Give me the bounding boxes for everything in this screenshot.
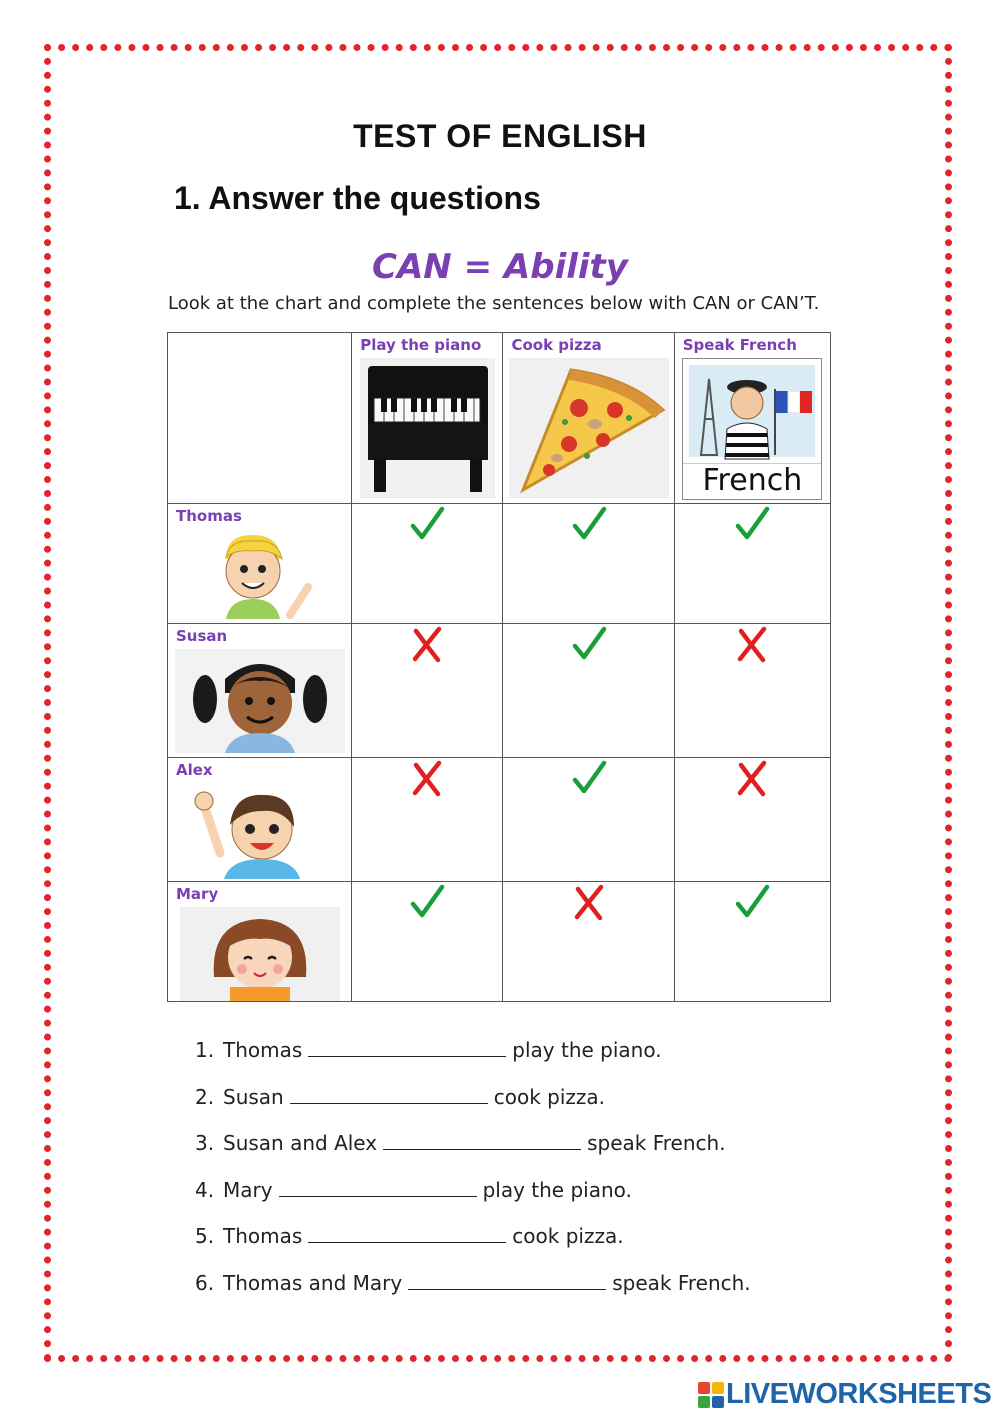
row-name: Alex [176,761,213,779]
sentence-subject: Thomas and Mary [223,1270,403,1295]
sentence-number: 6. [195,1270,215,1295]
section-heading: 1. Answer the questions [174,180,541,216]
mark-cell [503,758,674,882]
sentence-number: 5. [195,1224,215,1248]
chart-row [168,624,831,758]
ability-mark [675,624,830,664]
sentence-item [195,1271,751,1318]
sentence-item [195,1038,751,1085]
sentence-item [195,1178,751,1225]
row-name: Susan [176,627,228,645]
column-label: Play the piano [360,336,482,354]
mark-cell [352,882,503,1002]
check-icon [569,758,609,798]
cross-icon [569,882,609,922]
column-header-piano [352,333,503,504]
answer-blank[interactable] [408,1271,606,1290]
sentence-subject: Thomas [223,1038,303,1062]
sentence-number: 4. [195,1177,215,1202]
alex-avatar [190,783,330,879]
cross-icon [732,758,772,798]
mark-cell [503,624,674,758]
mark-cell [352,624,503,758]
pizza-icon [509,358,669,498]
mary-avatar [180,907,340,1001]
ability-mark [503,504,673,544]
column-header-french [674,333,830,504]
answer-blank[interactable] [279,1178,477,1197]
ability-mark [352,504,502,544]
column-label: Speak French [682,336,797,354]
answer-blank[interactable] [308,1224,506,1243]
chart-row [168,882,831,1002]
ability-mark [352,882,502,922]
mark-cell [503,504,674,624]
sentence-ending: play the piano. [512,1038,662,1062]
row-header [168,624,352,758]
chart-corner-cell [168,333,352,504]
sentence-subject: Mary [223,1177,273,1202]
row-header [168,758,352,882]
sentence-number: 1. [195,1038,215,1062]
chart-header-row [168,333,831,504]
ability-mark [503,758,673,798]
ability-mark [503,882,673,922]
french-caption: French [683,463,821,498]
cross-icon [407,624,447,664]
ability-chart [167,332,831,1002]
mark-cell [674,504,830,624]
check-icon [407,882,447,922]
sentence-item [195,1131,751,1178]
answer-blank[interactable] [290,1085,488,1104]
mark-cell [352,758,503,882]
chart-row [168,758,831,882]
check-icon [732,504,772,544]
sentence-ending: cook pizza. [493,1084,606,1109]
sentence-subject: Susan and Alex [223,1131,378,1155]
column-label: Cook pizza [511,336,602,354]
mark-cell [674,624,830,758]
liveworksheets-brand[interactable] [698,1378,991,1411]
sentence-item [195,1224,751,1271]
sentence-ending: cook pizza. [512,1224,624,1248]
mark-cell [352,504,503,624]
row-header [168,882,352,1002]
ability-mark [352,758,502,798]
ability-mark [352,624,502,664]
cross-icon [732,624,772,664]
ability-mark [675,758,830,798]
page-title: TEST OF ENGLISH [353,118,647,154]
answer-blank[interactable] [308,1038,506,1057]
sentence-ending: speak French. [612,1270,751,1295]
check-icon [407,504,447,544]
sentence-subject: Susan [223,1084,284,1109]
thomas-avatar [190,529,330,619]
ability-mark [503,624,673,664]
instructions: Look at the chart and complete the sentences below with CAN or CAN’T. [168,293,820,314]
liveworksheets-logo-icon [698,1382,724,1408]
sentence-list [195,1038,751,1317]
susan-avatar [175,649,345,753]
column-header-pizza [503,333,674,504]
ability-mark [675,882,830,922]
sentence-item [195,1085,751,1132]
answer-blank[interactable] [383,1131,581,1150]
sentence-subject: Thomas [223,1224,303,1248]
sentence-ending: speak French. [587,1131,726,1155]
check-icon [569,504,609,544]
french-mime-icon [683,359,821,463]
sentence-number: 2. [195,1084,215,1109]
chart-row [168,504,831,624]
sentence-ending: play the piano. [482,1177,632,1202]
piano-icon [360,358,495,498]
ability-mark [675,504,830,544]
row-header [168,504,352,624]
cross-icon [407,758,447,798]
brand-name: LIVEWORKSHEETS [726,1378,992,1410]
row-name: Thomas [176,507,242,525]
check-icon [569,624,609,664]
subtitle: CAN = Ability [372,247,628,287]
check-icon [732,882,772,922]
mark-cell [503,882,674,1002]
row-name: Mary [176,885,219,903]
sentence-number: 3. [195,1131,215,1155]
mark-cell [674,758,830,882]
mark-cell [674,882,830,1002]
